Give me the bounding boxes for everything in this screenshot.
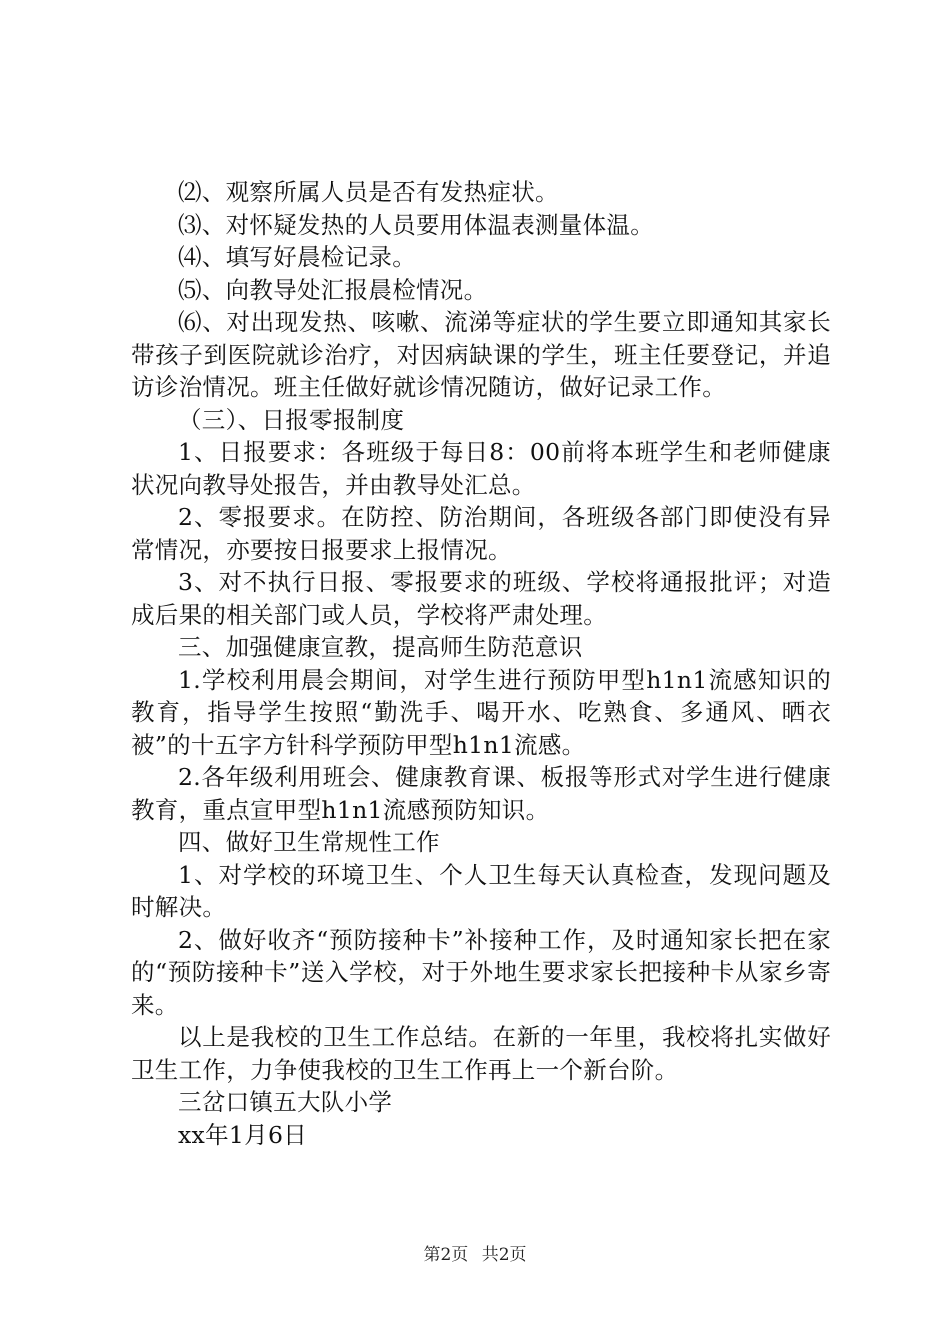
paragraph-daily-report: 1、日报要求：各班级于每日8：00前将本班学生和老师健康状况向教导处报告，并由教导处汇总。	[131, 438, 831, 499]
paragraph-summary: 以上是我校的卫生工作总结。在新的一年里，我校将扎实做好卫生工作，力争使我校的卫生工作再上一个新台阶。	[131, 1023, 831, 1084]
paragraph-non-compliance: 3、对不执行日报、零报要求的班级、学校将通报批评；对造成后果的相关部门或人员，学校将严肃处理。	[131, 568, 831, 629]
paragraph-hygiene-check: 1、对学校的环境卫生、个人卫生每天认真检查，发现问题及时解决。	[131, 860, 831, 921]
paragraph-item-4: ⑷、填写好晨检记录。	[178, 243, 416, 271]
section-heading-routine-work: 四、做好卫生常规性工作	[178, 828, 440, 856]
section-heading-health-education: 三、加强健康宣教，提高师生防范意识	[178, 633, 583, 661]
document-body	[131, 176, 831, 1151]
paragraph-zero-report: 2、零报要求。在防控、防治期间，各班级各部门即使没有异常情况，亦要按日报要求上报情况。	[131, 503, 831, 564]
paragraph-morning-meeting: 1.学校利用晨会期间，对学生进行预防甲型h1n1流感知识的教育，指导学生按照“勤洗手、喝开水、吃熟食、多通风、晒衣被”的十五字方针科学预防甲型h1n1流感。	[131, 665, 831, 759]
paragraph-item-6: ⑹、对出现发热、咳嗽、流涕等症状的学生要立即通知其家长带孩子到医院就诊治疗，对因病缺课的学生，班主任要登记，并追访诊治情况。班主任做好就诊情况随访，做好记录工作。	[131, 308, 831, 401]
section-heading-daily-report: （三）、日报零报制度	[178, 405, 405, 434]
paragraph-item-5: ⑸、向教导处汇报晨检情况。	[178, 275, 488, 304]
paragraph-vaccination-card: 2、做好收齐“预防接种卡”补接种工作，及时通知家长把在家的“预防接种卡”送入学校，对于外地生要求家长把接种卡从家乡寄来。	[131, 925, 831, 1019]
paragraph-class-meeting: 2.各年级利用班会、健康教育课、板报等形式对学生进行健康教育，重点宣甲型h1n1流感预防知识。	[131, 763, 831, 824]
signature-date: xx年1月6日	[178, 1120, 308, 1149]
paragraph-item-2: ⑵、观察所属人员是否有发热症状。	[178, 178, 559, 206]
page-footer	[0, 1240, 950, 1265]
signature-school-name: 三岔口镇五大队小学	[178, 1088, 393, 1116]
paragraph-item-3: ⑶、对怀疑发热的人员要用体温表测量体温。	[178, 210, 654, 239]
page-number: 第2页	[423, 1245, 469, 1265]
page-total: 共2页	[481, 1245, 527, 1265]
